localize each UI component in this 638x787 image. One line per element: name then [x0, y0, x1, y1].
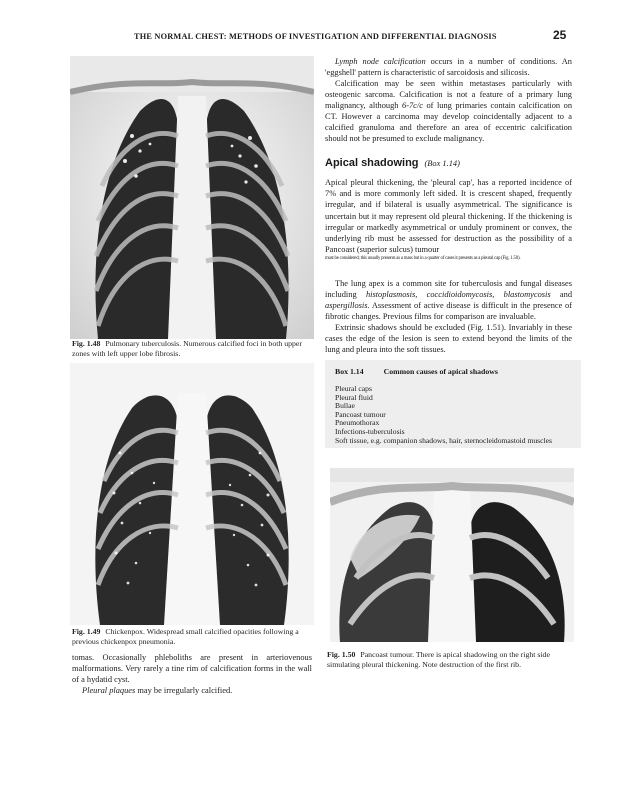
right-paragraph-5: Extrinsic shadows should be excluded (Fig. 1.51). Invariably in these cases the edge of the lesion is seen to extend beyond the limits of the lung and pleura into the soft tissues.: [325, 322, 572, 354]
right-paragraph-4-d: aspergillosis.: [325, 300, 370, 310]
box-item: Infections-tuberculosis: [335, 426, 405, 436]
figure-1-48-label: Fig. 1.48: [72, 339, 101, 348]
figure-1-49-caption: [72, 627, 316, 647]
box-item: Pneumothorax: [335, 418, 380, 428]
figure-1-48-caption-text: Pulmonary tuberculosis. Numerous calcified foci in both upper zones with left upper lobe fibrosis.: [72, 339, 302, 358]
figure-1-49-label: Fig. 1.49: [72, 627, 101, 636]
box-item: Pleural fluid: [335, 392, 373, 402]
figure-1-48-caption: [72, 339, 316, 359]
box-item: Soft tissue, e.g. companion shadows, hair, sternocleidomastoid muscles: [335, 435, 552, 445]
box-1-14: [325, 360, 581, 448]
section-heading-title: Apical shadowing: [325, 157, 419, 170]
box-1-14-title: [335, 367, 571, 376]
page-number: 25: [553, 28, 567, 42]
figure-1-50-label: Fig. 1.50: [327, 650, 356, 659]
right-paragraph-4: [325, 278, 572, 322]
right-paragraph-1: [325, 56, 572, 78]
right-paragraph-4-b: histoplasmosis, coccidioidomycosis, blastomycosis: [365, 289, 551, 299]
figure-1-49-xray: [70, 363, 314, 625]
right-paragraph-2-italic: 6-7c/c: [402, 101, 423, 111]
left-paragraph-1-rest: Occasionally phleboliths are present in arteriovenous malformations. Very rarely a tine rim of calcification forms in the wall of a hydatid cyst.: [72, 653, 312, 685]
left-paragraph-2-rest: may be irregularly calcified.: [135, 686, 233, 696]
right-paragraph-4-c: and: [550, 289, 573, 299]
figure-1-50-caption-text: Pancoast tumour. There is apical shadowing on the right side simulating pleural thickening. Note destruction of the first rib.: [327, 650, 550, 669]
right-column-text: [325, 56, 572, 355]
figure-1-50-xray: [330, 468, 574, 642]
box-1-14-heading: Common causes of apical shadows: [383, 367, 498, 376]
figure-1-49-caption-text: Chickenpox. Widespread small calcified opacities following a previous chickenpox pneumonia.: [72, 627, 299, 646]
left-column-text: [72, 652, 312, 696]
right-paragraph-3-compressed: must be considered; this usually presents as a mass but in a quarter of cases it presents as a pleural cap (Fig. 1.50).: [325, 255, 521, 261]
running-head: THE NORMAL CHEST: METHODS OF INVESTIGATION AND DIFFERENTIAL DIAGNOSIS: [134, 32, 497, 41]
box-item: Pleural caps: [335, 384, 372, 393]
box-item: Pancoast tumour: [335, 409, 386, 419]
left-paragraph-1: [72, 652, 312, 685]
right-paragraph-4-e: Assessment of active disease is difficult in the presence of fibrotic changes. Previous films for comparison are invaluable.: [325, 300, 572, 321]
left-paragraph-1-lead: tomas.: [72, 653, 95, 662]
right-paragraph-1-lead: Lymph node calcification: [335, 57, 426, 66]
right-paragraph-1-rest: occurs in a number of conditions. An 'eggshell' pattern is characteristic of sarcoidosis and silicosis.: [325, 57, 572, 78]
box-item: Bullae: [335, 401, 355, 411]
section-heading: [325, 153, 572, 171]
right-paragraph-2-rest: of lung primaries contain calcification on CT. However a carcinoma may develop coincidentally adjacent to a calcified granuloma and therefore an area of eccentric calcification should not be presumed to exclude malignancy.: [325, 101, 573, 144]
right-paragraph-3: Apical pleural thickening, the 'pleural cap', has a reported incidence of 7% and is more commonly left sided. It is crescent shaped, frequently irregular, and if bilateral is usually asymmetrical. The significance is uncertain but it may represent old pleural thickening. If the thickening is irregular or markedly asymmetrical or unduly prominent or convex, the underlying rib must be assessed for destruction as the possibility of a Pancoast (superior sulcus) tumour: [325, 178, 572, 254]
right-paragraph-2-text: Calcification may be seen within metastases particularly with osteogenic sarcoma. Calcification is not a feature of a primary lung malignancy, although: [325, 79, 572, 111]
right-paragraph-2: [325, 78, 572, 144]
section-heading-ref: (Box 1.14): [424, 159, 460, 169]
box-1-14-number: Box 1.14: [335, 367, 364, 376]
left-paragraph-2: [72, 685, 312, 696]
figure-1-50-caption: [327, 650, 577, 670]
right-paragraph-4-a: The lung apex is a common site for tuberculosis and fungal diseases including: [325, 278, 572, 299]
figure-1-48-xray: [70, 56, 314, 339]
left-paragraph-2-lead: Pleural plaques: [82, 686, 136, 696]
